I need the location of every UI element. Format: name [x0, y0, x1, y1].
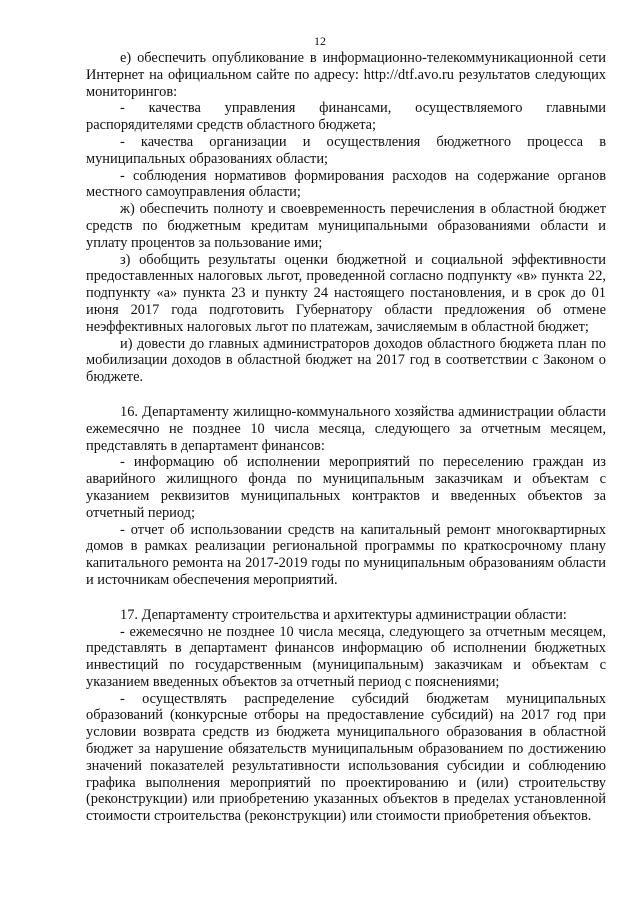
list-item-capital-repair-report: - отчет об использовании средств на капитальный ремонт многоквартирных домов в рамках реализации региональной программы по краткосрочному плану капитального ремонта на 2017-2019 годы по муниципальным образованиям области и источникам обеспечения мероприятий. [86, 521, 606, 588]
paragraph-e-publish-monitoring: е) обеспечить опубликование в информационно-телекоммуникационной сети Интернет на официальном сайте по адресу: http://dtf.avo.ru результатов следующих мониторингов: [86, 50, 606, 100]
paragraph-17-construction-department: 17. Департаменту строительства и архитектуры администрации области: [120, 606, 567, 623]
page-number: 12 [314, 34, 326, 48]
list-item-subsidy-distribution: - осуществлять распределение субсидий бюджетам муниципальных образований (конкурсные отборы на предоставление субсидий) на 2017 год при условии возврата средств из бюджета муниципального образования в областной бюджет за нарушение обязательств муниципальным образованием по достижению значений показателей результативности использования субсидии и соблюдению графика выполнения мероприятий по проектированию и (или) строительству (реконструкции) или приобретению указанных объектов в пределах установленной стоимости строительства (реконструкции) или стоимости приобретения объектов. [86, 690, 606, 825]
paragraph-i-revenue-plan: и) довести до главных администраторов доходов областного бюджета план по мобилизации доходов в областной бюджет на 2017 год в соответствии с Законом о бюджете. [86, 335, 606, 386]
list-item-budget-process-quality: - качества организации и осуществления бюджетного процесса в муниципальных образованиях области; [86, 133, 606, 167]
list-item-finance-management-quality: - качества управления финансами, осуществляемого главными распорядителями средств областного бюджета; [86, 100, 606, 134]
paragraph-zh-budget-credits: ж) обеспечить полноту и своевременность перечисления в областной бюджет средств по бюджетным кредитам муниципальными образованиями области и уплату процентов за пользование ими; [86, 201, 606, 251]
list-item-investment-report: - ежемесячно не позднее 10 числа месяца, следующего за отчетным месяцем, представлять в департамент финансов информацию об исполнении бюджетных инвестиций по государственным (муниципальным) заказчикам и объектам с указанием введенных объектов за отчетный период с пояснениями; [86, 623, 606, 690]
list-item-expense-norms-compliance: - соблюдения нормативов формирования расходов на содержание органов местного самоуправления области; [86, 167, 606, 201]
paragraph-16-housing-department: 16. Департаменту жилищно-коммунального хозяйства администрации области ежемесячно не позднее 10 числа месяца, следующего за отчетным месяцем, представлять в департамент финансов: [86, 403, 606, 454]
paragraph-z-tax-benefits: з) обобщить результаты оценки бюджетной и социальной эффективности предоставленных налоговых льгот, проведенной согласно подпункту «в» пункта 22, подпункту «а» пункта 23 и пункту 24 настоящего постановления, и в срок до 01 июня 2017 года подготовить Губернатору области предложения об отмене неэффективных налоговых льгот по платежам, зачисляемым в областной бюджет; [86, 251, 606, 335]
list-item-resettlement-info: - информацию об исполнении мероприятий по переселению граждан из аварийного жилищного фонда по муниципальным заказчикам и объектам с указанием реквизитов муниципальных контрактов и введенных объектов за отчетный период; [86, 454, 606, 521]
document-body [86, 50, 606, 825]
